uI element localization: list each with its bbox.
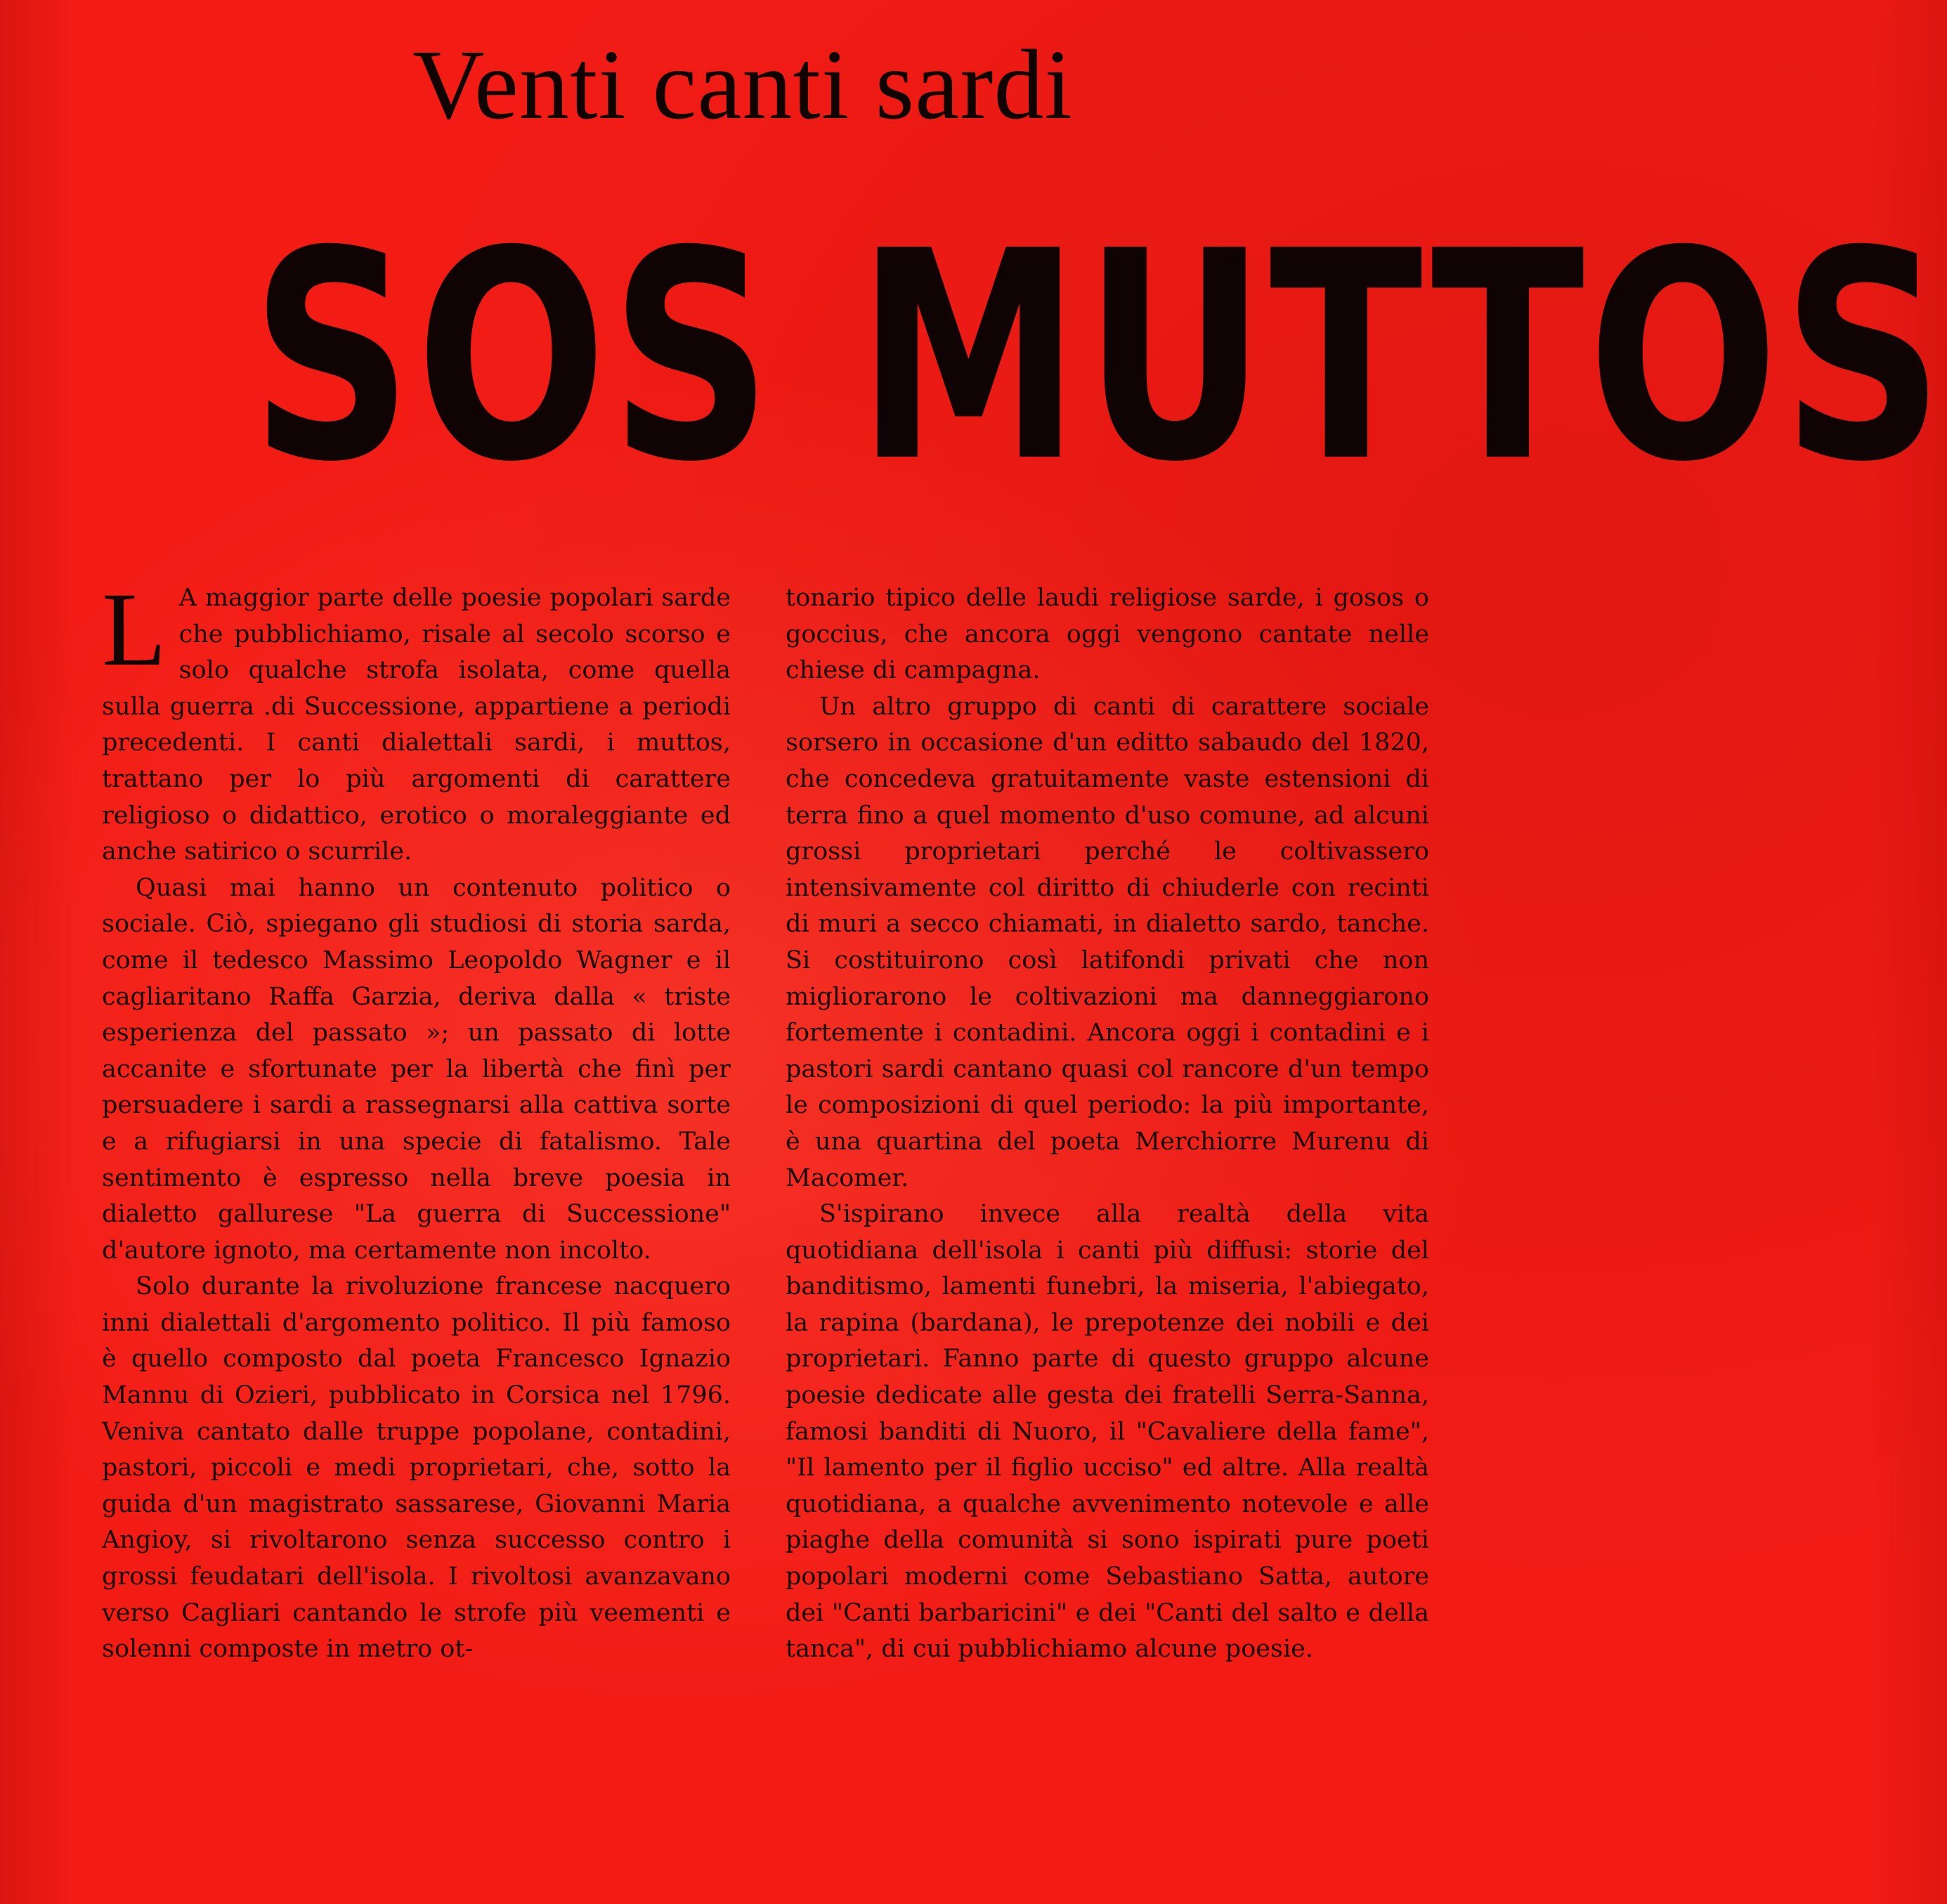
page-title: SOS MUTTOS bbox=[250, 189, 1947, 525]
article-paragraph-6: S'ispirano invece alla realtà della vita quotidiana dell'isola i canti più diffusi: storie del banditismo, lamenti funebri, la miseria, l'abiegato, la rapina (bardana), le prepotenze dei nobili e dei proprietari. Fanno parte di questo gruppo alcune poesie dedicate alle gesta dei fratelli Serra-Sanna, famosi banditi di Nuoro, il "Cavaliere della fame", "Il lamento per il figlio ucciso" ed altre. Alla realtà quotidiana, a qualche avvenimento notevole e alle piaghe della comunità si sono ispirati pure poeti popolari moderni come Sebastiano Satta, autore dei "Canti barbaricini" e dei "Canti del salto e della tanca", di cui pubblichiamo alcune poesie. bbox=[786, 1200, 1429, 1664]
drop-cap: L bbox=[102, 571, 167, 688]
page-subtitle: Venti canti sardi bbox=[412, 29, 1073, 140]
article-paragraph-1 bbox=[102, 571, 731, 871]
article-paragraph-3: Solo durante la rivoluzione francese nacquero inni dialettali d'argomento politico. Il più famoso è quello composto dal poeta Francesco Ignazio Mannu di Ozieri, pubblicato in Corsica nel 1796. Veniva cantato dalle truppe popolane, contadini, pastori, piccoli e medi proprietari, che, sotto la guida d'un magistrato sassarese, Giovanni Maria Angioy, si rivoltarono senza successo contro i grossi feudatari dell'isola. I rivoltosi avanzavano verso Cagliari cantando le strofe più veementi e solenni composte in metro ot- bbox=[102, 1272, 731, 1664]
article-paragraph-2: Quasi mai hanno un contenuto politico o sociale. Ciò, spiegano gli studiosi di storia sarda, come il tedesco Massimo Leopoldo Wagner e il cagliaritano Raffa Garzia, deriva dalla « triste esperienza del passato »; un passato di lotte accanite e sfortunate per la libertà che finì per persuadere i sardi a rassegnarsi alla cattiva sorte e a rifugiarsi in una specie di fatalismo. Tale sentimento è espresso nella breve poesia in dialetto gallurese "La guerra di Successione" d'autore ignoto, ma certamente non incolto. bbox=[102, 873, 731, 1265]
article-paragraph-5: Un altro gruppo di canti di carattere sociale sorsero in occasione d'un editto sabaudo del 1820, che concedeva gratuitamente vaste estensioni di terra fino a quel momento d'uso comune, ad alcuni grossi proprietari perché le coltivassero intensivamente col diritto di chiuderle con recinti di muri a secco chiamati, in dialetto sardo, tanche. Si costituirono così latifondi privati che non migliorarono le coltivazioni ma danneggiarono fortemente i contadini. Ancora oggi i contadini e i pastori sardi cantano quasi col rancore d'un tempo le composizioni di quel periodo: la più importante, è una quartina del poeta Merchiorre Murenu di Macomer. bbox=[786, 692, 1429, 1192]
article-left-column bbox=[102, 571, 731, 1668]
paragraph-text: A maggior parte delle poesie popolari sarde che pubblichiamo, risale al secolo scorso e solo qualche strofa isolata, come quella sulla guerra .di Successione, appartiene a periodi precedenti. I canti dialettali sardi, i muttos, trattano per lo più argomenti di carattere religioso o didattico, erotico o moraleggiante ed anche satirico o scurrile. bbox=[102, 584, 731, 866]
article-paragraph-4: tonario tipico delle laudi religiose sarde, i gosos o goccius, che ancora oggi vengono cantate nelle chiese di campagna. bbox=[786, 584, 1429, 685]
article-right-column bbox=[786, 580, 1429, 1668]
